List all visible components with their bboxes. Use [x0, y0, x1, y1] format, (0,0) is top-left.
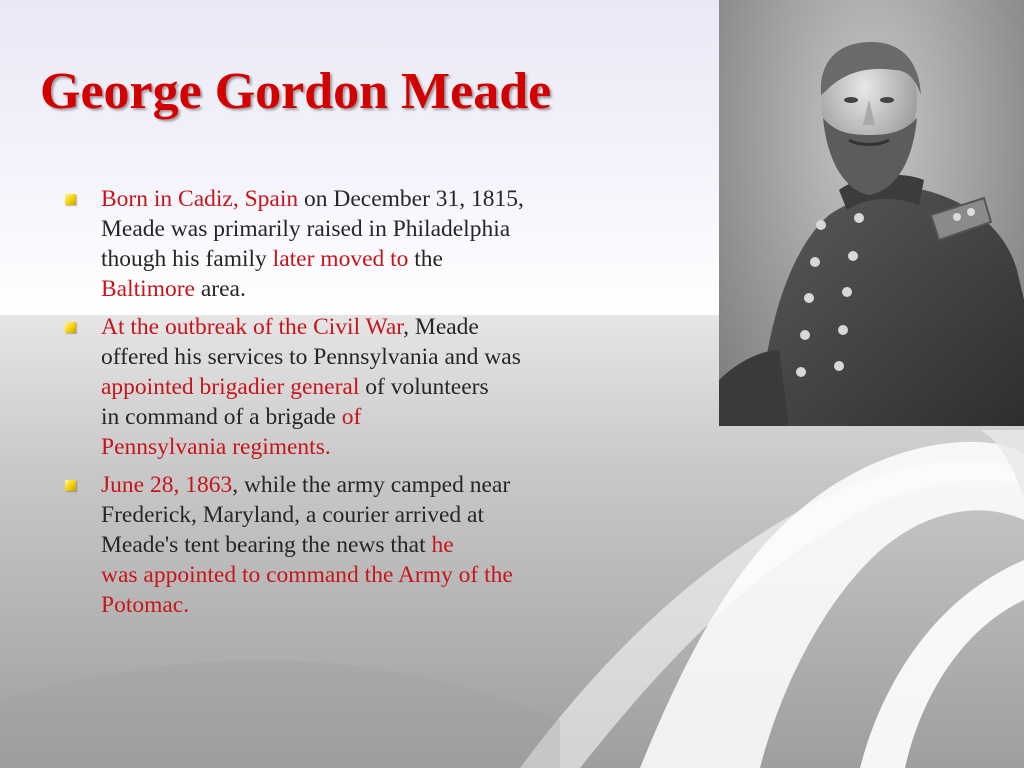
- bullet-line: [101, 500, 652, 530]
- highlighted-text: appointed brigadier general: [101, 374, 360, 400]
- body-text: Meade was primarily raised in Philadelphia: [101, 216, 511, 242]
- bullet-line: [101, 372, 652, 402]
- bullet-line: [101, 432, 652, 462]
- slide-title: George Gordon Meade: [40, 63, 552, 120]
- highlighted-text: he: [431, 532, 454, 558]
- highlighted-text: Potomac.: [101, 592, 190, 618]
- highlighted-text: later moved to: [272, 246, 409, 272]
- bullet-line: [101, 470, 652, 500]
- body-text: the: [408, 246, 443, 272]
- bullet-line: [101, 214, 652, 244]
- bullet-square-icon: [65, 194, 76, 205]
- highlighted-text: June 28, 1863: [101, 472, 233, 498]
- body-text: area.: [194, 276, 246, 302]
- highlighted-text: of: [341, 404, 362, 430]
- body-text: of volunteers: [359, 374, 489, 400]
- bullet-line: [101, 530, 652, 560]
- highlighted-text: At the outbreak of the Civil War: [101, 314, 404, 340]
- bullet-item: [62, 184, 652, 304]
- bullet-square-icon: [65, 322, 76, 333]
- highlighted-text: Born in Cadiz, Spain: [101, 186, 299, 212]
- bullet-line: [101, 402, 652, 432]
- bullet-line: [101, 244, 652, 274]
- body-text: , while the army camped near: [232, 472, 511, 498]
- bullet-square-icon: [65, 480, 76, 491]
- portrait-photo-icon: [719, 0, 1024, 426]
- bullet-item: [62, 312, 652, 462]
- bullet-line: [101, 590, 652, 620]
- highlighted-text: Pennsylvania regiments.: [101, 434, 331, 460]
- bullet-line: [101, 342, 652, 372]
- bullet-line: [101, 184, 652, 214]
- bullet-list: [62, 184, 652, 628]
- body-text: Meade's tent bearing the news that: [101, 532, 432, 558]
- highlighted-text: Baltimore: [101, 276, 195, 302]
- bullet-line: [101, 312, 652, 342]
- body-text: in command of a brigade: [101, 404, 342, 430]
- highlighted-text: was appointed to command the Army of the: [101, 562, 513, 588]
- body-text: , Meade: [403, 314, 479, 340]
- bullet-line: [101, 274, 652, 304]
- portrait-photo: [719, 0, 1024, 426]
- body-text: offered his services to Pennsylvania and was: [101, 344, 521, 370]
- body-text: Frederick, Maryland, a courier arrived at: [101, 502, 484, 528]
- bullet-line: [101, 560, 652, 590]
- body-text: though his family: [101, 246, 273, 272]
- bullet-item: [62, 470, 652, 620]
- body-text: on December 31, 1815,: [298, 186, 524, 212]
